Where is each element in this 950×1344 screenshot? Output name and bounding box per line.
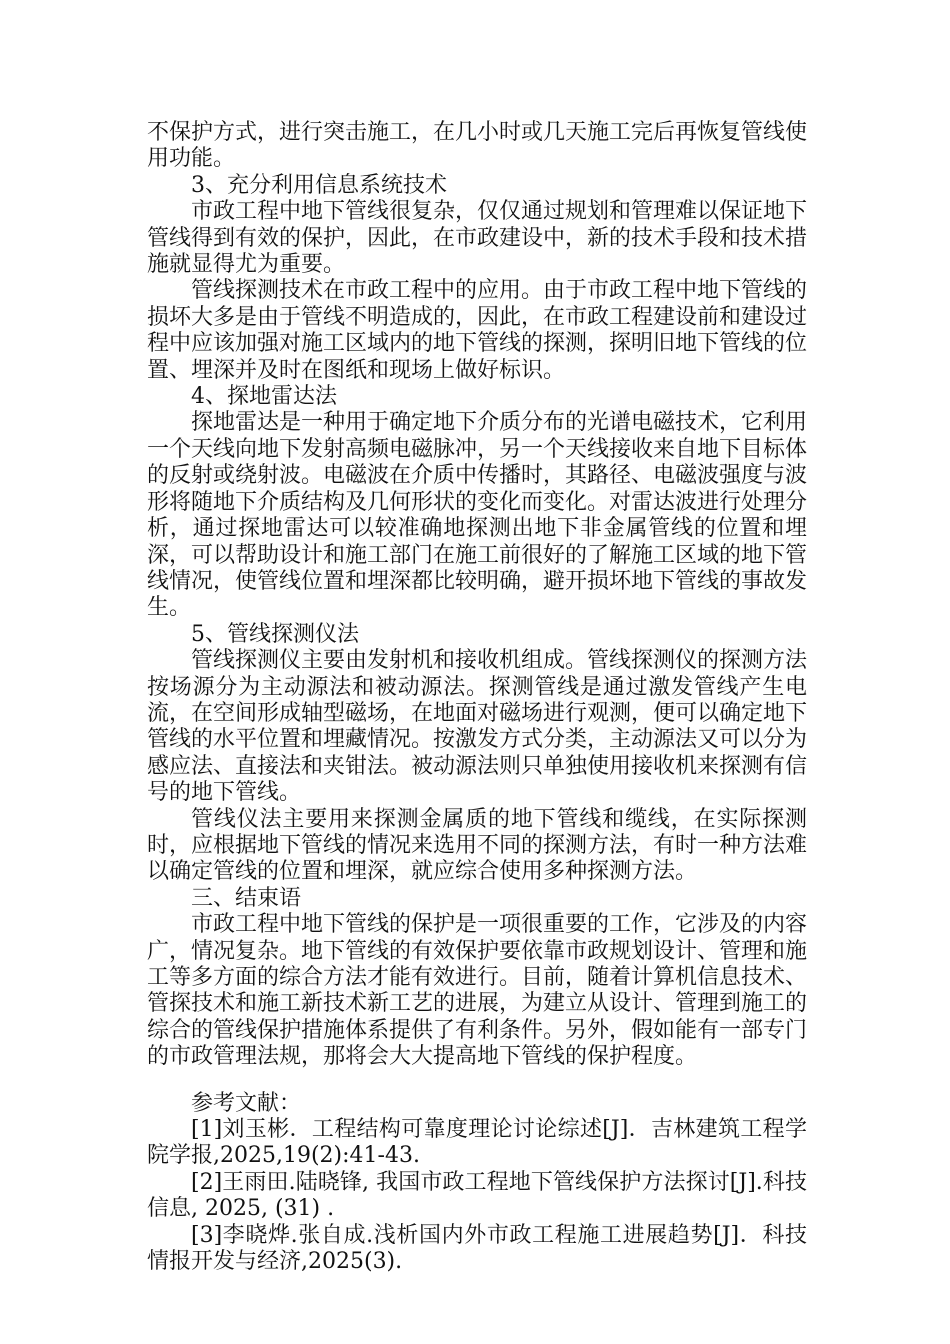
lead-paragraph: 不保护方式，进行突击施工，在几小时或几天施工完后再恢复管线使用功能。: [147, 120, 808, 172]
spacer: [147, 1071, 807, 1091]
reference-item-3: [3]李晓烨.张自成.浅析国内外市政工程施工进展趋势[J]．科技情报开发与经济,2025(3).: [147, 1222, 807, 1275]
section-3-paragraph-2: 管线探测技术在市政工程中的应用。由于市政工程中地下管线的损坏大多是由于管线不明造成的，因此，在市政工程建设前和建设过程中应该加强对施工区域内的地下管线的探测，探明旧地下管线的位置、埋深并及时在图纸和现场上做好标识。: [147, 278, 808, 383]
section-3-paragraph-1: 市政工程中地下管线很复杂，仅仅通过规划和管理难以保证地下管线得到有效的保护，因此，在市政建设中，新的技术手段和技术措施就显得尤为重要。: [147, 199, 808, 278]
section-4-heading: 4、探地雷达法: [191, 384, 337, 410]
conclusion-heading: 三、结束语: [191, 885, 302, 911]
reference-item-1: [1]刘玉彬．工程结构可靠度理论讨论综述[J]．吉林建筑工程学院学报,2025,19(2):41-43.: [147, 1117, 807, 1169]
section-5-paragraph-2: 管线仪法主要用来探测金属质的地下管线和缆线，在实际探测时，应根据地下管线的情况来选用不同的探测方法，有时一种方法难以确定管线的位置和埋深，就应综合使用多种探测方法。: [147, 806, 808, 885]
conclusion-paragraph: 市政工程中地下管线的保护是一项很重要的工作，它涉及的内容广，情况复杂。地下管线的有效保护要依靠市政规划设计、管理和施工等多方面的综合方法才能有效进行。目前，随着计算机信息技术、管探技术和施工新技术新工艺的进展，为建立从设计、管理到施工的综合的管线保护措施体系提供了有利条件。另外，假如能有一部专门的市政管理法规，那将会大大提高地下管线的保护程度。: [147, 912, 808, 1070]
section-5-paragraph-1: 管线探测仪主要由发射机和接收机组成。管线探测仪的探测方法按场源分为主动源法和被动源法。探测管线是通过激发管线产生电流，在空间形成轴型磁场，在地面对磁场进行观测，便可以确定地下管线的水平位置和埋藏情况。按激发方式分类，主动源法又可以分为感应法、直接法和夹钳法。被动源法则只单独使用接收机来探测有信号的地下管线。: [147, 648, 808, 806]
section-3-heading: 3、充分利用信息系统技术: [191, 172, 447, 198]
section-4-paragraph-1: 探地雷达是一种用于确定地下介质分布的光谱电磁技术，它利用一个天线向地下发射高频电磁脉冲，另一个天线接收来自地下目标体的反射或绕射波。电磁波在介质中传播时，其路径、电磁波强度与波形将随地下介质结构及几何形状的变化而变化。对雷达波进行处理分析，通过探地雷达可以较准确地探测出地下非金属管线的位置和埋深，可以帮助设计和施工部门在施工前很好的了解施工区域的地下管线情况，使管线位置和埋深都比较明确，避开损坏地下管线的事故发生。: [147, 410, 808, 621]
references-heading: 参考文献：: [191, 1090, 302, 1116]
section-5-heading: 5、管线探测仪法: [191, 621, 359, 647]
document-body: [147, 120, 807, 1275]
reference-item-2: [2]王雨田.陆晓锋, 我国市政工程地下管线保护方法探讨[J].科技信息, 2025, (31) .: [147, 1169, 807, 1222]
